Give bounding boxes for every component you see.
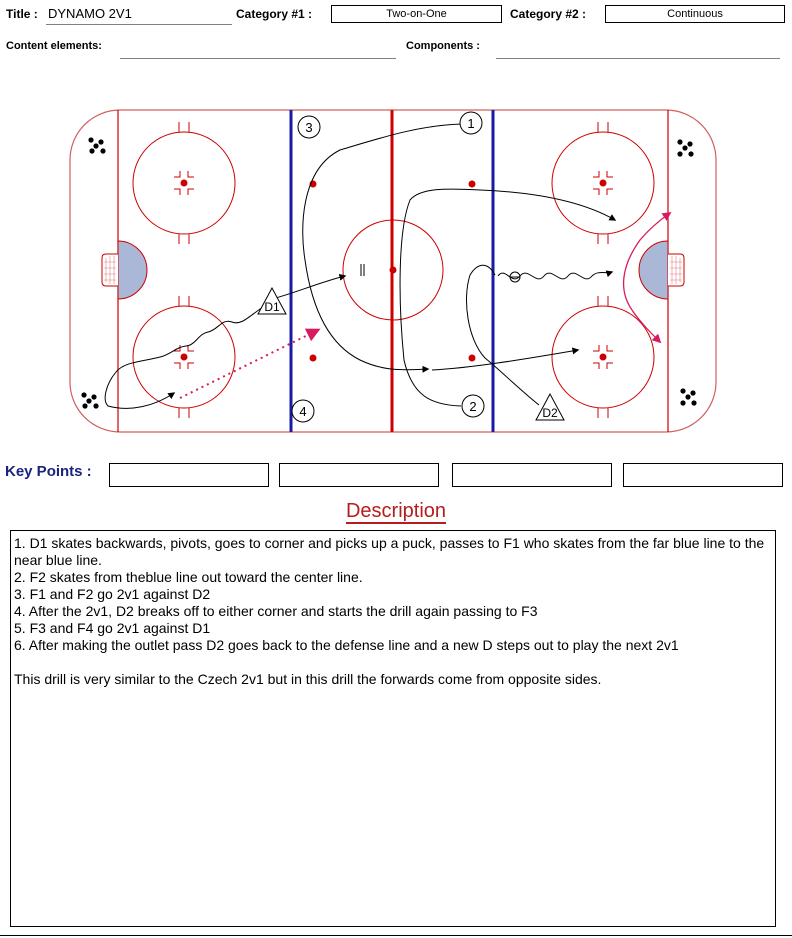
player-2-label: 2 [469,399,477,414]
player-2 [462,395,484,417]
title-label: Title : [6,7,38,21]
description-note: This drill is very similar to the Czech 2v1 but in this drill the forwards come from opposite sides. [14,671,602,687]
neutral-dot [310,355,317,362]
right-net [668,254,684,286]
components-label: Components : [406,40,480,52]
key-point-field-3[interactable] [452,463,612,487]
category1-label: Category #1 : [236,7,313,21]
key-point-field-4[interactable] [623,463,783,487]
player-4 [292,400,314,422]
page-bottom-rule [0,935,792,936]
left-net [102,254,118,286]
description-line: 1. D1 skates backwards, pivots, goes to corner and picks up a puck, passes to F1 who skates from the far blue line to the near blue line. [14,535,765,568]
description-line: 6. After making the outlet pass D2 goes back to the defense line and a new D steps out to play the next 2v1 [14,637,679,653]
key-point-field-1[interactable] [109,463,269,487]
category1-field[interactable]: Two-on-One [331,5,502,23]
player-4-label: 4 [299,404,307,419]
neutral-dot [469,355,476,362]
player-3-label: 3 [305,120,313,135]
description-line: 2. F2 skates from theblue line out toward the center line. [14,569,363,585]
center-dot [390,267,397,274]
components-field[interactable] [496,44,780,59]
player-3 [298,116,320,138]
category2-label: Category #2 : [510,7,587,21]
content-elements-label: Content elements: [6,40,102,52]
player-1 [460,112,482,134]
description-heading [0,500,792,523]
key-point-field-2[interactable] [279,463,439,487]
description-title: Description [345,500,447,522]
title-field[interactable]: DYNAMO 2V1 [46,6,232,25]
player-1-label: 1 [467,116,475,131]
neutral-dot [469,181,476,188]
description-line: 3. F1 and F2 go 2v1 against D2 [14,586,211,602]
defender-d1-label: D1 [264,300,280,314]
rink-diagram [0,70,792,440]
description-line: 4. After the 2v1, D2 breaks off to either corner and starts the drill again passing to F3 [14,603,538,619]
key-points-label: Key Points : [5,463,92,480]
defender-d2-label: D2 [542,406,558,420]
category2-field[interactable]: Continuous [605,5,785,23]
content-elements-field[interactable] [120,44,396,59]
description-line: 5. F3 and F4 go 2v1 against D1 [14,620,211,636]
description-text-area[interactable] [10,530,776,927]
